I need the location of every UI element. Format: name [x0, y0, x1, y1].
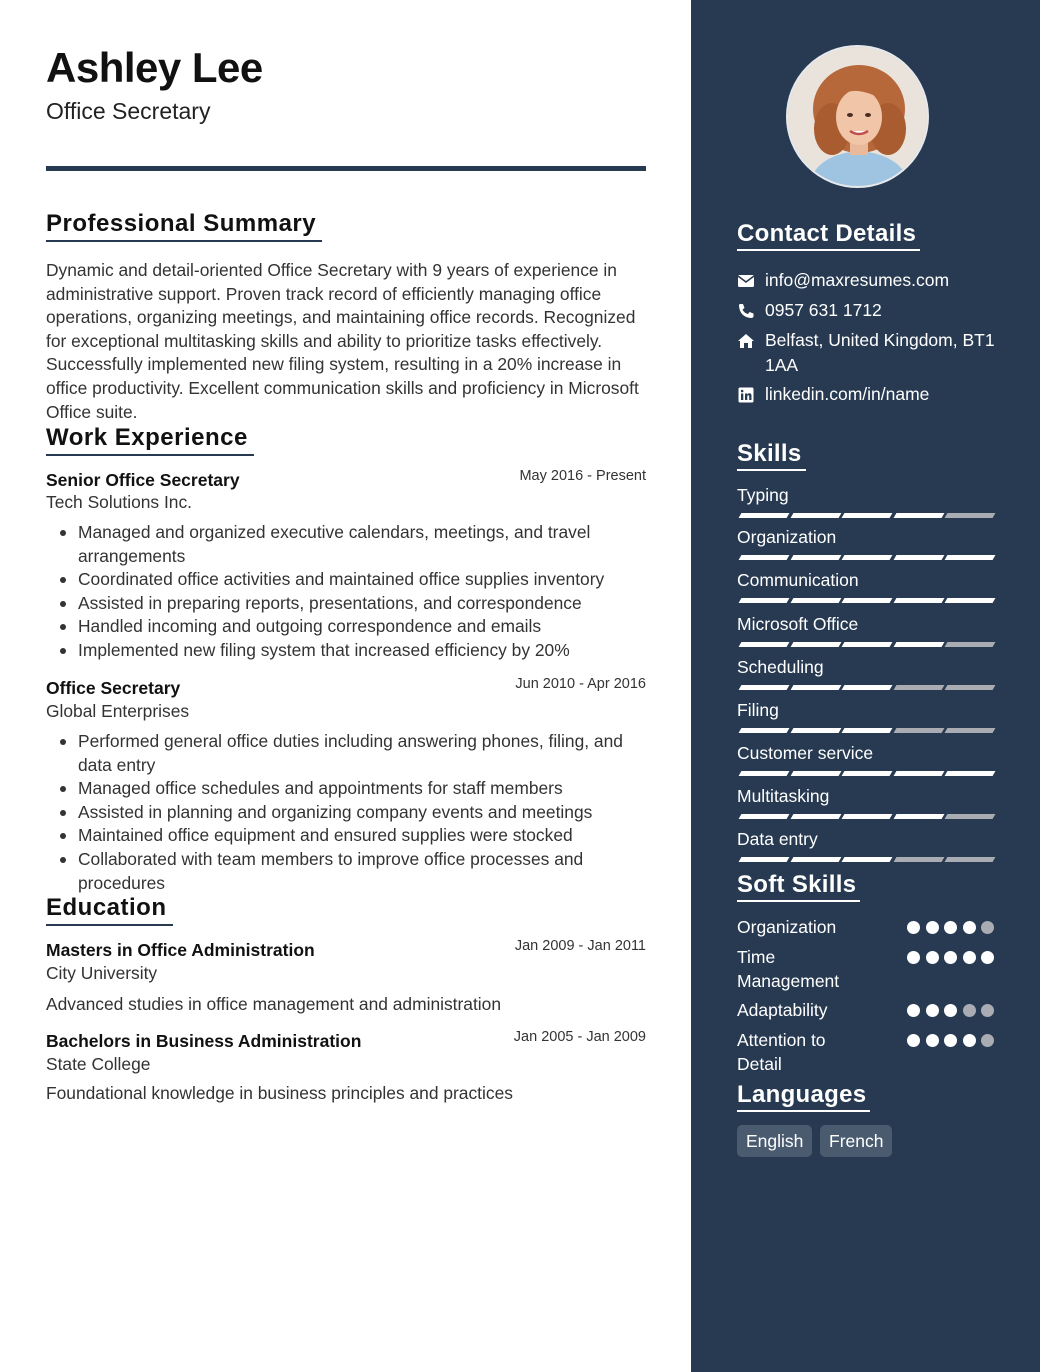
- education-description: Foundational knowledge in business principles and practices: [46, 1083, 513, 1103]
- skill-level-segment: [739, 642, 790, 647]
- skill-level-segment: [945, 771, 996, 776]
- soft-skill-rating: [907, 951, 997, 965]
- home-icon: [737, 333, 755, 349]
- profile-photo: [786, 45, 929, 188]
- soft-skills-heading: Soft Skills: [737, 871, 860, 902]
- soft-skill-item: [737, 945, 993, 993]
- skill-level-segment: [739, 814, 790, 819]
- experience-heading: Work Experience: [46, 424, 254, 456]
- rating-dot: [963, 951, 976, 964]
- skill-level-segment: [945, 814, 996, 819]
- rating-dot: [907, 951, 920, 964]
- education-dates: Jan 2009 - Jan 2011: [514, 938, 646, 954]
- rating-dot: [926, 1034, 939, 1047]
- skill-level-bar: [737, 728, 993, 733]
- skill-level-segment: [790, 513, 841, 518]
- list-item: Maintained office equipment and ensured supplies were stocked: [46, 824, 646, 848]
- job-role: Office Secretary: [46, 678, 181, 698]
- skill-name: Filing: [737, 700, 779, 720]
- skill-level-segment: [893, 857, 944, 862]
- rating-dot: [907, 1004, 920, 1017]
- rating-dot: [907, 921, 920, 934]
- rating-dot: [944, 1034, 957, 1047]
- skill-level-segment: [842, 857, 893, 862]
- education-heading: Education: [46, 894, 173, 926]
- skill-level-segment: [790, 771, 841, 776]
- skill-level-segment: [945, 857, 996, 862]
- skill-level-segment: [945, 555, 996, 560]
- skill-level-segment: [739, 598, 790, 603]
- skill-item: [737, 700, 993, 721]
- skill-item: [737, 527, 993, 548]
- education-degree: Bachelors in Business Administration: [46, 1031, 362, 1051]
- skill-level-segment: [790, 814, 841, 819]
- skill-level-segment: [842, 814, 893, 819]
- languages-heading: Languages: [737, 1081, 870, 1112]
- skill-item: [737, 657, 993, 678]
- skill-level-segment: [893, 642, 944, 647]
- contact-address-text: Belfast, United Kingdom, BT1 1AA: [765, 330, 995, 375]
- skill-level-segment: [842, 771, 893, 776]
- contact-address: [737, 328, 997, 378]
- skill-level-segment: [790, 555, 841, 560]
- education-school: State College: [46, 1054, 151, 1074]
- soft-skill-rating: [907, 1004, 997, 1018]
- skill-item: [737, 829, 993, 850]
- contact-phone[interactable]: [737, 298, 997, 323]
- list-item: Assisted in planning and organizing company events and meetings: [46, 801, 646, 825]
- soft-skill-rating: [907, 921, 997, 935]
- skill-level-bar: [737, 642, 993, 647]
- skill-level-segment: [893, 513, 944, 518]
- soft-skill-rating: [907, 1034, 997, 1048]
- sidebar: [691, 0, 1040, 1372]
- skill-level-segment: [945, 685, 996, 690]
- skill-level-segment: [790, 685, 841, 690]
- job-role: Senior Office Secretary: [46, 470, 240, 490]
- skill-level-segment: [739, 728, 790, 733]
- rating-dot: [981, 921, 994, 934]
- rating-dot: [926, 951, 939, 964]
- skill-level-segment: [790, 598, 841, 603]
- skill-level-segment: [739, 513, 790, 518]
- rating-dot: [944, 921, 957, 934]
- rating-dot: [963, 1004, 976, 1017]
- skill-item: [737, 743, 993, 764]
- soft-skill-name: Organization: [737, 917, 837, 937]
- skill-level-bar: [737, 598, 993, 603]
- contact-linkedin[interactable]: [737, 382, 997, 407]
- rating-dot: [963, 1034, 976, 1047]
- summary-heading: Professional Summary: [46, 210, 322, 242]
- soft-skill-name: Attention to Detail: [737, 1030, 826, 1074]
- skill-level-segment: [893, 685, 944, 690]
- skill-level-segment: [842, 555, 893, 560]
- job-bullets: [46, 521, 646, 663]
- skill-name: Typing: [737, 485, 789, 505]
- header-divider: [46, 166, 646, 171]
- skill-level-segment: [945, 728, 996, 733]
- skill-level-bar: [737, 771, 993, 776]
- contact-email-text: info@maxresumes.com: [765, 270, 950, 290]
- skill-level-bar: [737, 814, 993, 819]
- skill-level-segment: [945, 513, 996, 518]
- skill-level-segment: [739, 685, 790, 690]
- education-school: City University: [46, 963, 158, 983]
- soft-skill-item: [737, 1028, 993, 1076]
- skill-level-segment: [739, 555, 790, 560]
- skill-level-segment: [739, 771, 790, 776]
- skill-level-segment: [893, 598, 944, 603]
- skill-item: [737, 614, 993, 635]
- list-item: Managed office schedules and appointments for staff members: [46, 777, 646, 801]
- rating-dot: [926, 1004, 939, 1017]
- skill-level-segment: [842, 728, 893, 733]
- skill-level-segment: [842, 685, 893, 690]
- skill-name: Scheduling: [737, 657, 824, 677]
- soft-skill-item: [737, 915, 993, 939]
- list-item: Performed general office duties including answering phones, filing, and data entry: [46, 730, 646, 777]
- rating-dot: [907, 1034, 920, 1047]
- skill-name: Customer service: [737, 743, 874, 763]
- summary-text: Dynamic and detail-oriented Office Secretary with 9 years of experience in administrative support. Proven track record of efficiently managing office operations, organizing meetings, and maintaining office records. Recognized for exceptional multitasking skills and ability to prioritize tasks effectively. Successfully implemented new filing system, resulting in a 20% increase in office productivity. Excellent communication skills and proficiency in Microsoft Office suite.: [46, 260, 639, 422]
- skill-level-bar: [737, 857, 993, 862]
- skill-level-segment: [790, 728, 841, 733]
- education-description: Advanced studies in office management and administration: [46, 994, 502, 1014]
- contact-heading: Contact Details: [737, 220, 920, 251]
- skill-level-bar: [737, 555, 993, 560]
- list-item: Collaborated with team members to improve office processes and procedures: [46, 848, 646, 895]
- rating-dot: [944, 951, 957, 964]
- language-chip: English: [737, 1125, 812, 1157]
- skill-name: Organization: [737, 527, 837, 547]
- list-item: Handled incoming and outgoing correspondence and emails: [46, 615, 646, 639]
- list-item: Assisted in preparing reports, presentations, and correspondence: [46, 592, 646, 616]
- skill-item: [737, 786, 993, 807]
- skill-level-segment: [790, 642, 841, 647]
- rating-dot: [926, 921, 939, 934]
- contact-linkedin-text: linkedin.com/in/name: [765, 384, 930, 404]
- avatar-illustration: [788, 47, 929, 188]
- skill-name: Multitasking: [737, 786, 830, 806]
- job-bullets: [46, 730, 646, 895]
- job-company: Tech Solutions Inc.: [46, 492, 192, 512]
- job-company: Global Enterprises: [46, 701, 190, 721]
- skill-name: Data entry: [737, 829, 818, 849]
- skill-level-segment: [893, 555, 944, 560]
- education-degree: Masters in Office Administration: [46, 940, 315, 960]
- envelope-icon: [737, 273, 755, 289]
- soft-skill-name: Time Management: [737, 947, 840, 991]
- job-dates: Jun 2010 - Apr 2016: [515, 676, 646, 692]
- contact-phone-text: 0957 631 1712: [765, 300, 882, 320]
- education-dates: Jan 2005 - Jan 2009: [513, 1029, 646, 1045]
- skill-item: [737, 485, 993, 506]
- skill-name: Communication: [737, 570, 859, 590]
- skill-level-segment: [945, 598, 996, 603]
- rating-dot: [981, 1004, 994, 1017]
- list-item: Coordinated office activities and maintained office supplies inventory: [46, 568, 646, 592]
- skill-level-bar: [737, 513, 993, 518]
- skill-level-segment: [945, 642, 996, 647]
- skill-level-segment: [842, 598, 893, 603]
- candidate-name: Ashley Lee: [46, 44, 263, 91]
- skill-item: [737, 570, 993, 591]
- job-dates: May 2016 - Present: [519, 468, 646, 484]
- skill-level-bar: [737, 685, 993, 690]
- rating-dot: [944, 1004, 957, 1017]
- contact-email[interactable]: [737, 268, 997, 293]
- rating-dot: [981, 1034, 994, 1047]
- skill-level-segment: [790, 857, 841, 862]
- language-chip: French: [820, 1125, 892, 1157]
- list-item: Managed and organized executive calendars, meetings, and travel arrangements: [46, 521, 646, 568]
- skill-level-segment: [842, 642, 893, 647]
- candidate-title: Office Secretary: [46, 98, 211, 124]
- list-item: Implemented new filing system that increased efficiency by 20%: [46, 639, 646, 663]
- phone-icon: [737, 303, 755, 319]
- rating-dot: [981, 951, 994, 964]
- skill-level-segment: [842, 513, 893, 518]
- skill-level-segment: [739, 857, 790, 862]
- soft-skill-item: [737, 998, 993, 1022]
- skill-level-segment: [893, 728, 944, 733]
- skill-name: Microsoft Office: [737, 614, 859, 634]
- skill-level-segment: [893, 771, 944, 776]
- rating-dot: [963, 921, 976, 934]
- soft-skill-name: Adaptability: [737, 1000, 828, 1020]
- linkedin-icon: [737, 387, 755, 403]
- skill-level-segment: [893, 814, 944, 819]
- skills-heading: Skills: [737, 440, 806, 471]
